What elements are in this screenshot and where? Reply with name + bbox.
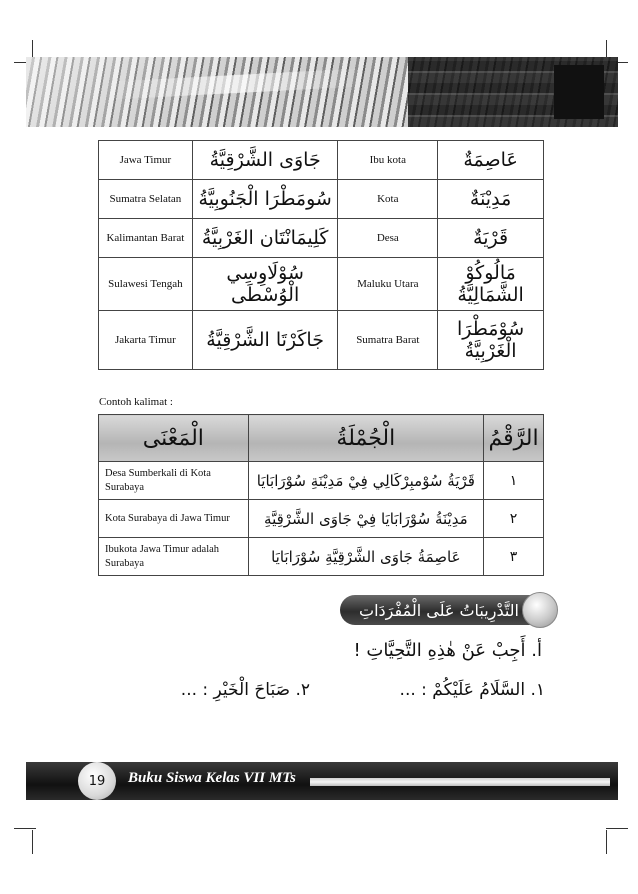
term-arabic: مَدِيْنَةٌ	[438, 180, 544, 219]
city-arabic: سُوْلَاوِسِي الْوُسْطَى	[192, 258, 338, 311]
header-tile	[554, 65, 604, 119]
number-cell: ٣	[484, 538, 544, 576]
crop-mark	[606, 830, 607, 854]
city-latin: Sulawesi Tengah	[99, 258, 193, 311]
meaning-cell: Kota Surabaya di Jawa Timur	[99, 500, 249, 538]
table-row	[99, 219, 544, 258]
header-number: الرَّقْمُ	[484, 415, 544, 462]
meaning-cell: Ibukota Jawa Timur adalah Surabaya	[99, 538, 249, 576]
example-sentences-table	[98, 414, 544, 576]
exercise-question: ١. السَّلَامُ عَلَيْكُمْ : ...	[399, 680, 545, 700]
city-arabic: كَلِيمَانْتَان الغَرْبِيَّةُ	[192, 219, 338, 258]
crop-mark	[14, 828, 36, 829]
section-bullet-icon	[522, 592, 558, 628]
city-arabic: جَاوَى الشَّرْقِيَّةُ	[192, 141, 338, 180]
section-title-banner: التَّدْرِيبَاتُ عَلَى الْمُفْرَدَاتِ	[340, 595, 538, 625]
term-arabic: مَالُوكُوْ الشَّمَالِيَّةُ	[438, 258, 544, 311]
term-latin: Maluku Utara	[338, 258, 438, 311]
term-arabic: عَاصِمَةٌ	[438, 141, 544, 180]
header-sentence: الْجُمْلَةُ	[248, 415, 483, 462]
term-latin: Ibu kota	[338, 141, 438, 180]
meaning-cell: Desa Sumberkali di Kota Surabaya	[99, 462, 249, 500]
city-latin: Jawa Timur	[99, 141, 193, 180]
book-title: Buku Siswa Kelas VII MTs	[128, 770, 296, 786]
crop-mark	[606, 828, 628, 829]
exercise-question: ٢. صَبَاحَ الْخَيْرِ : ...	[180, 680, 310, 700]
term-latin: Sumatra Barat	[338, 311, 438, 370]
table-row	[99, 258, 544, 311]
table-row	[99, 141, 544, 180]
header-meaning: الْمَعْنَى	[99, 415, 249, 462]
table-row	[99, 538, 544, 576]
table-header-row	[99, 415, 544, 462]
city-arabic: سُومَطْرَا الْجَنُوبِيَّةُ	[192, 180, 338, 219]
city-arabic: جَاكَرْتَا الشَّرْقِيَّةُ	[192, 311, 338, 370]
header-banner	[26, 57, 618, 127]
city-latin: Sumatra Selatan	[99, 180, 193, 219]
sentence-cell: عَاصِمَةُ جَاوَى الشَّرْقِيَّةِ سُوْرَابَايَا	[248, 538, 483, 576]
header-shine	[106, 68, 367, 100]
city-latin: Jakarta Timur	[99, 311, 193, 370]
term-latin: Kota	[338, 180, 438, 219]
example-sentences-label: Contoh kalimat :	[99, 396, 173, 408]
crop-mark	[32, 830, 33, 854]
term-arabic: قَرْيَةٌ	[438, 219, 544, 258]
sentence-cell: قَرْيَةُ سُوْمبِرْكَالِي فِيْ مَدِيْنَةِ سُوْرَابَايَا	[248, 462, 483, 500]
table-row	[99, 180, 544, 219]
exercise-instruction: أ. أَجِبْ عَنْ هٰذِهِ التَّحِيَّاتِ !	[353, 640, 542, 661]
number-cell: ٢	[484, 500, 544, 538]
sentence-cell: مَدِيْنَةُ سُوْرَابَايَا فِيْ جَاوَى الشَّرْقِيَّةِ	[248, 500, 483, 538]
number-cell: ١	[484, 462, 544, 500]
table-row	[99, 500, 544, 538]
footer-rule	[310, 778, 610, 786]
table-row	[99, 311, 544, 370]
page-number: 19	[78, 762, 116, 800]
city-latin: Kalimantan Barat	[99, 219, 193, 258]
table-row	[99, 462, 544, 500]
term-arabic: سُوْمَطْرَا الْغَرْبِيَّةُ	[438, 311, 544, 370]
term-latin: Desa	[338, 219, 438, 258]
vocabulary-table	[98, 140, 544, 370]
